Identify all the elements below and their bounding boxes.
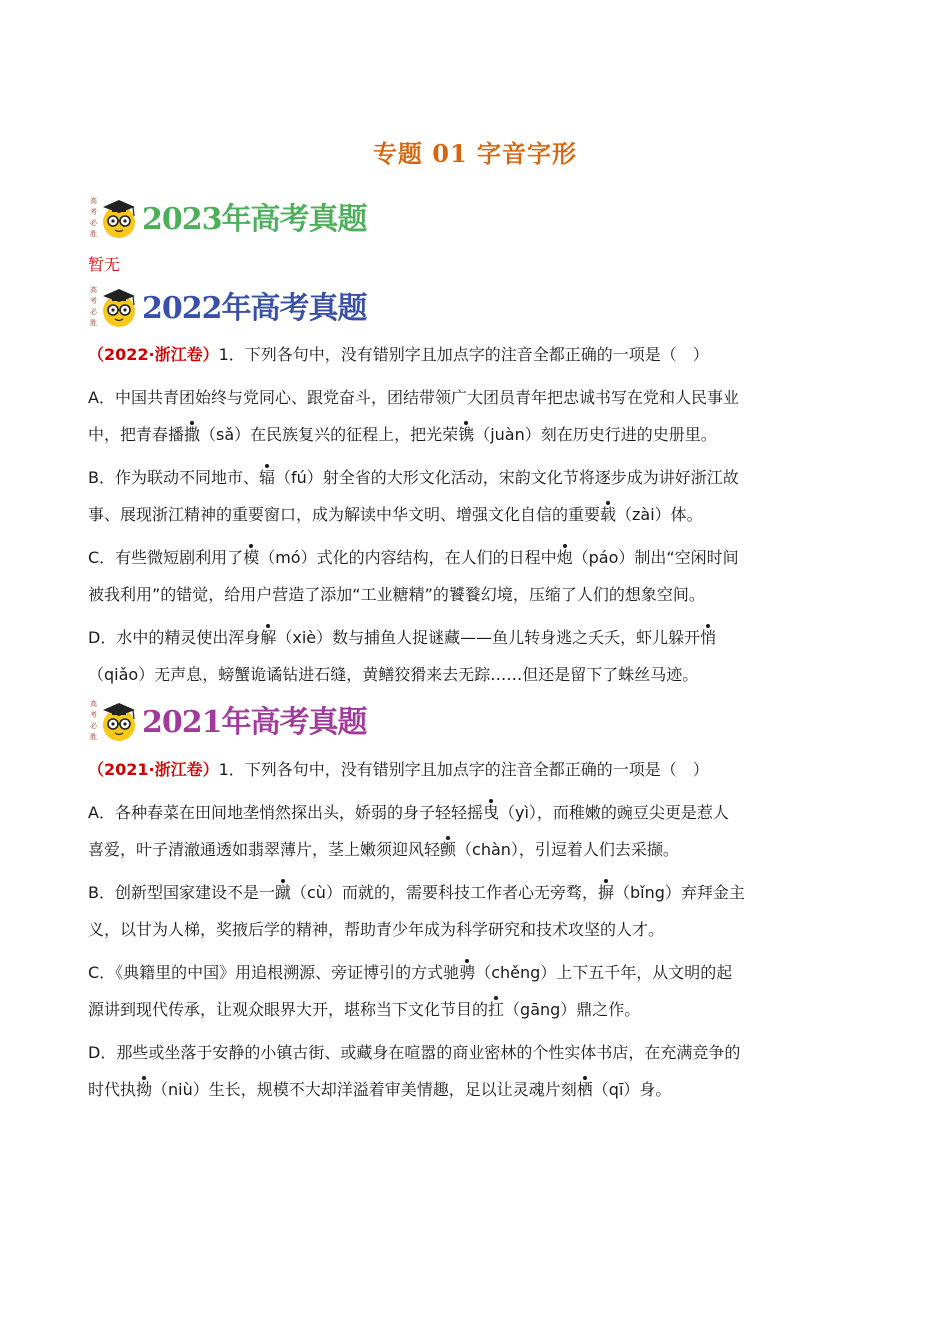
option-line [88,656,868,693]
document-title: 专题 01 字音字形 [372,139,578,168]
dotted-character: 解 [260,619,276,656]
option-line [88,1034,868,1071]
svg-text:胜: 胜 [90,230,97,238]
option-text: 源讲到现代传承，让观众眼界大开，堪称当下文化节目的 [88,1000,489,1019]
option-line [88,911,868,948]
svg-text:胜: 胜 [90,733,97,741]
section-heading: 2022年高考真题 [142,291,367,326]
option-text: （qī）身。 [592,1080,672,1099]
option-line [88,954,868,991]
dotted-character: 蹴 [275,874,291,911]
option-text: A．各种春菜在田间地垄悄然探出头，娇弱的身子轻轻摇 [88,803,483,822]
option-line [88,576,868,613]
option-text: 时代执 [88,1080,137,1099]
svg-text:必: 必 [90,219,97,227]
option-text: B．作为联动不同地市、 [88,468,259,487]
question-source: （2021·浙江卷） [88,760,219,779]
dotted-character: 摒 [598,874,614,911]
option-text: （xiè）数与捕鱼人捉谜藏——鱼儿转身逃之夭夭，虾儿躲开 [276,628,701,647]
option-text: D．水中的精灵使出浑身 [88,628,261,647]
option-line [88,874,868,911]
option-line [88,831,868,868]
option-text: C．有些微短剧利用了 [88,548,244,567]
option-d [88,1034,868,1108]
graduate-mascot-icon [88,192,140,242]
option-text: （bǐng）弃拜金主 [613,883,745,902]
option-line [88,794,868,831]
dotted-character: 辐 [259,459,275,496]
option-text: （mó）式化的内容结构，在人们的日程中 [259,548,557,567]
svg-text:高: 高 [90,197,97,205]
option-text: A．中国共青团始终与党同心、跟党奋斗，团结带领广大团员青年把忠诚书写在党和人民事业 [88,388,739,407]
question-block-2021 [88,751,868,1108]
graduate-mascot-icon [88,695,140,745]
dotted-character: 拗 [136,1071,152,1108]
option-line [88,1071,868,1108]
svg-text:必: 必 [90,722,97,730]
option-text: （chàn），引逗着人们去采撷。 [456,840,679,859]
svg-text:胜: 胜 [90,319,97,327]
dotted-character: 炮 [557,539,573,576]
dotted-character: 撒 [184,416,200,453]
option-text: D．那些或坐落于安静的小镇古街、或藏身在喧嚣的商业密林的个性实体书店，在充满竞争的 [88,1043,741,1062]
svg-text:高: 高 [90,286,97,294]
option-line [88,379,868,416]
option-text: 义，以甘为人梯，奖掖后学的精神，帮助青少年成为科学研究和技术攻坚的人才。 [88,920,665,939]
option-text: 事、展现浙江精神的重要窗口，成为解读中华文明、增强文化自信的重要 [88,505,601,524]
question-text: 1．下列各句中，没有错别字且加点字的注音全都正确的一项是（ ） [218,760,709,779]
dotted-character: 骋 [459,954,475,991]
question-text: 1．下列各句中，没有错别字且加点字的注音全都正确的一项是（ ） [218,345,709,364]
dotted-character: 扛 [488,991,504,1028]
option-d [88,619,868,693]
question-block-2022 [88,336,868,693]
option-b [88,874,868,948]
option-c [88,954,868,1028]
option-text: （chěng）上下五千年，从文明的起 [475,963,733,982]
option-text: （yì），而稚嫩的豌豆尖更是惹人 [498,803,729,822]
svg-text:必: 必 [90,308,97,316]
question-source: （2022·浙江卷） [88,345,219,364]
option-line [88,991,868,1028]
option-list [88,794,868,1108]
question-stem [88,336,868,373]
option-line [88,539,868,576]
option-line [88,416,868,453]
option-text: （qiǎo）无声息，螃蟹诡谲钻进石缝，黄鳝狡猾来去无踪……但还是留下了蛛丝马迹。 [88,665,699,684]
option-line [88,496,868,533]
option-a [88,379,868,453]
option-line [88,459,868,496]
option-text: （zài）体。 [616,505,703,524]
svg-text:考: 考 [90,711,97,719]
option-text: 喜爱，叶子清澈通透如翡翠薄片，茎上嫩须迎风轻 [88,840,441,859]
dotted-character: 栖 [577,1071,593,1108]
option-text: （juàn）刻在历史行进的史册里。 [474,425,717,444]
option-text: 中，把青春播 [88,425,185,444]
option-text: （niù）生长，规模不大却洋溢着审美情趣，足以让灵魂片刻 [152,1080,577,1099]
dotted-character: 颤 [440,831,456,868]
svg-text:高: 高 [90,700,97,708]
option-text: C．《典籍里的中国》用追根溯源、旁证博引的方式驰 [88,963,460,982]
svg-text:考: 考 [90,208,97,216]
section-heading: 2023年高考真题 [142,202,367,237]
dotted-character: 载 [600,496,616,533]
option-text: （cù）而就的，需要科技工作者心无旁骛， [291,883,598,902]
option-text: （sǎ）在民族复兴的征程上，把光荣 [200,425,459,444]
graduate-mascot-icon [88,281,140,331]
option-a [88,794,868,868]
option-text: （gāng）鼎之作。 [504,1000,641,1019]
option-list [88,379,868,693]
dotted-character: 模 [243,539,259,576]
option-line [88,619,868,656]
option-b [88,459,868,533]
option-text: 被我利用”的错觉，给用户营造了添加“工业糖精”的饕餮幻境，压缩了人们的想象空间。 [88,585,705,604]
svg-text:考: 考 [90,297,97,305]
section-heading: 2021年高考真题 [142,705,367,740]
dotted-character: 镌 [458,416,474,453]
question-stem [88,751,868,788]
option-text: （fú）射全省的大形文化活动，宋韵文化节将逐步成为讲好浙江故 [275,468,739,487]
option-text: （páo）制出“空闲时间 [572,548,739,567]
option-text: B．创新型国家建设不是一 [88,883,275,902]
option-c [88,539,868,613]
dotted-character: 悄 [700,619,716,656]
dotted-character: 曳 [483,794,499,831]
section-note: 暂无 [88,255,121,274]
